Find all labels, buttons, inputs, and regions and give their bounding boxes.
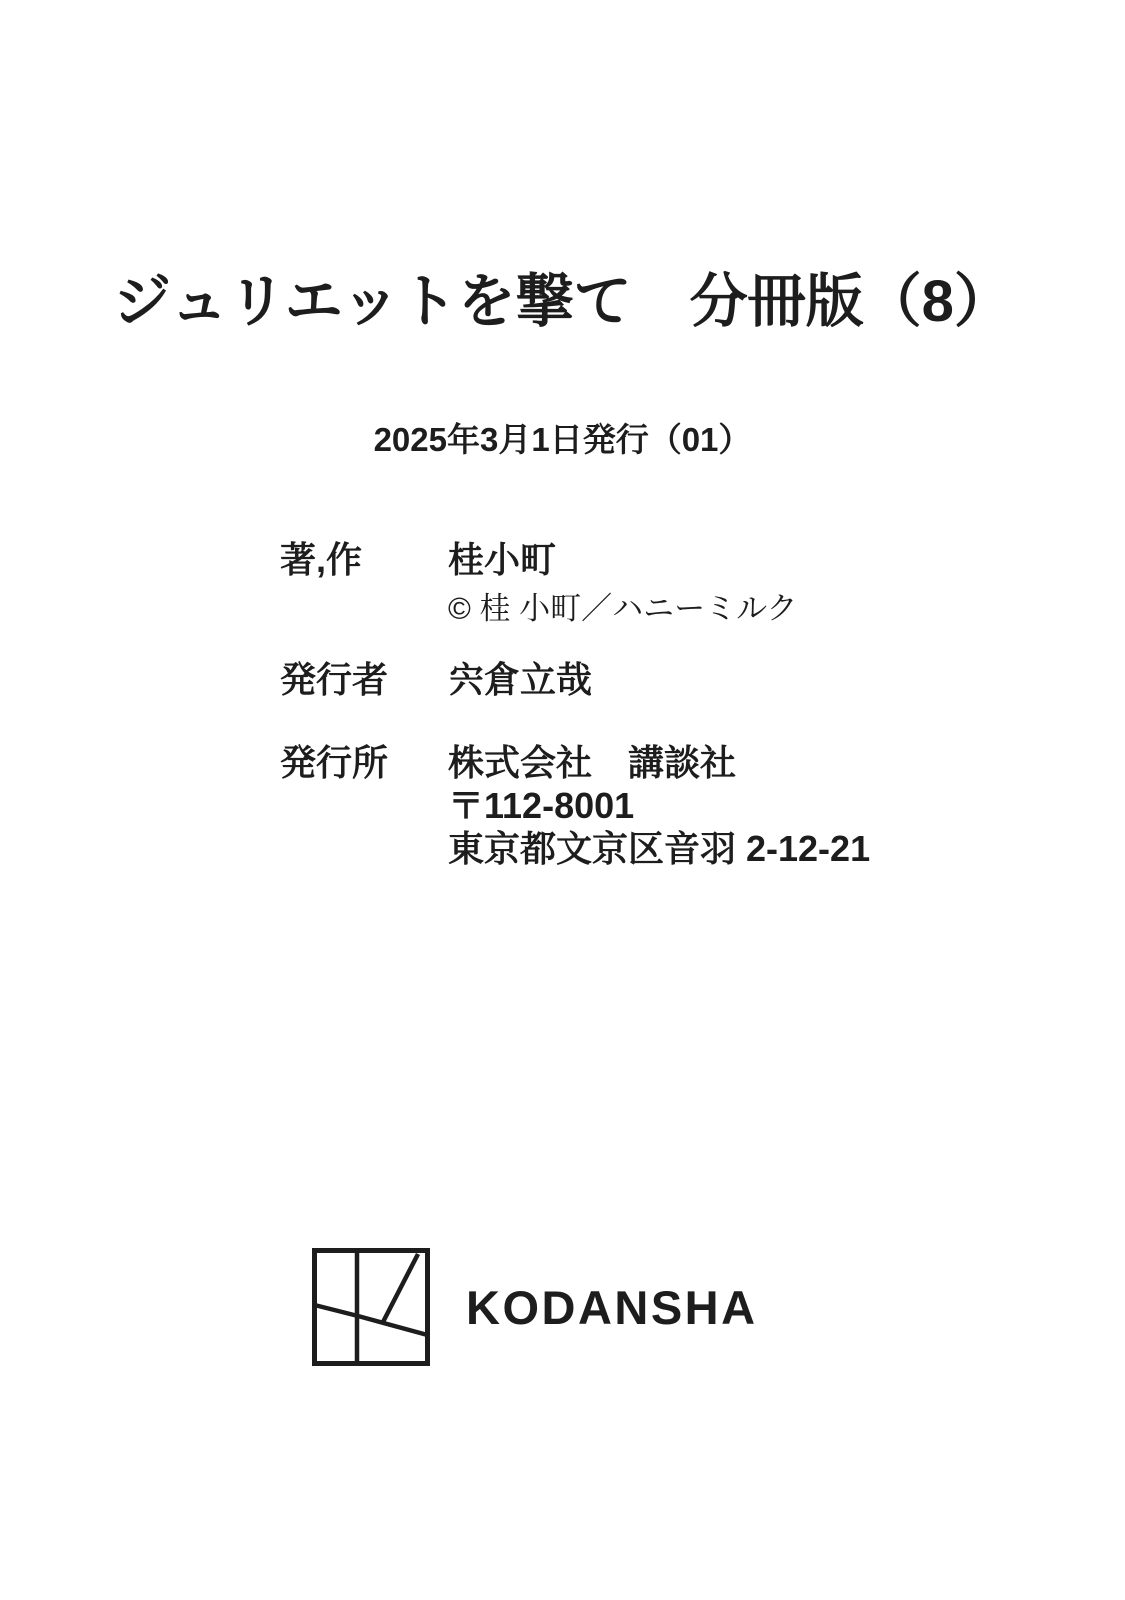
publisher-company-name: 株式会社 講談社 [448, 742, 737, 783]
kodansha-wordmark: KODANSHA [466, 1280, 758, 1334]
publisher-person-name: 宍倉立哉 [448, 659, 593, 700]
issue-date: 2025年3月1日発行（01） [373, 421, 752, 458]
publisher-postal-code: 〒112-8001 [448, 785, 635, 826]
copyright-notice: © 桂 小町／ハニーミルク [448, 591, 798, 626]
publisher-label: 発行所 [280, 742, 389, 783]
author-label: 著,作 [280, 539, 363, 580]
publisher-address: 東京都文京区音羽 2-12-21 [448, 828, 871, 869]
publisher-person-label: 発行者 [280, 659, 389, 700]
publisher-person-row [280, 658, 592, 701]
publisher-row [280, 741, 870, 870]
book-title: ジュリエットを撃て 分冊版（8） [113, 269, 1012, 334]
author-name: 桂小町 [448, 539, 557, 580]
author-value-block [448, 538, 797, 627]
kodansha-square-k-icon [312, 1248, 430, 1366]
publisher-info-block [448, 741, 870, 870]
kodansha-logo [312, 1248, 758, 1366]
author-row [280, 538, 797, 627]
